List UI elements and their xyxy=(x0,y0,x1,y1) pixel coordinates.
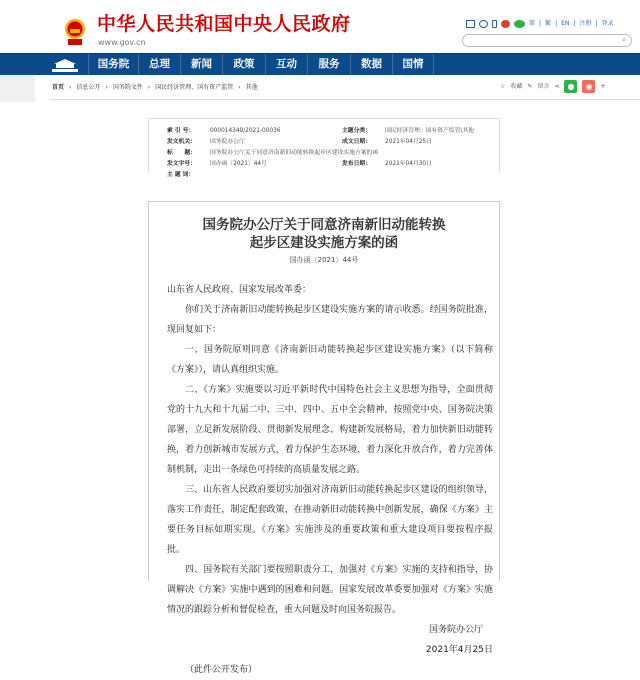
link-english[interactable]: EN xyxy=(561,20,570,27)
article-docno: 国办函〔2021〕44号 xyxy=(289,256,359,264)
article xyxy=(148,201,500,675)
breadcrumb: 首页 › 信息公开 › 国务院文件 › 国民经济管理、国有资产监管 › 其他 xyxy=(52,84,258,91)
link-login[interactable]: 登录 xyxy=(601,20,614,27)
nav-interaction[interactable]: 互动 xyxy=(265,54,307,75)
national-emblem-logo xyxy=(64,17,86,47)
issuer-label: 发文机关： xyxy=(167,139,196,145)
nav-premier[interactable]: 总理 xyxy=(138,54,180,75)
comment-button[interactable]: 留言 xyxy=(537,83,550,90)
breadcrumb-item[interactable]: 其他 xyxy=(245,84,258,91)
title-label: 标 题： xyxy=(167,150,196,156)
divider xyxy=(50,99,640,100)
index-value: 000014349/2021-00036 xyxy=(210,128,281,134)
breadcrumb-home[interactable]: 首页 xyxy=(52,84,65,91)
category-value: 国民经济管理、国有资产监管\其他 xyxy=(385,128,474,134)
nav-national-info[interactable]: 国情 xyxy=(392,54,434,75)
weibo-share-icon[interactable]: ◉ xyxy=(582,80,595,93)
link-register[interactable]: 注册 xyxy=(579,20,592,27)
paragraph: 一、国务院原则同意《济南新旧动能转换起步区建设实施方案》（以下简称《方案》），请认真组织实施。 xyxy=(167,345,493,375)
favorite-button[interactable]: 收藏 xyxy=(510,83,523,90)
link-simplified[interactable]: 简 xyxy=(529,20,536,27)
wechat-share-icon[interactable]: ● xyxy=(564,80,577,93)
search-input[interactable] xyxy=(462,34,632,47)
breadcrumb-item[interactable]: 信息公开 xyxy=(76,84,101,91)
subject-label: 主 题 词： xyxy=(167,172,195,178)
article-title xyxy=(149,216,499,252)
rss-icon[interactable] xyxy=(479,20,488,28)
site-url: www.gov.cn xyxy=(98,38,146,47)
published-label: 发布日期： xyxy=(342,161,371,167)
paragraph: 四、国务院有关部门要按照职责分工，加强对《方案》实施的支持和指导，协调解决《方案》实施中遇到的困难和问题。国家发展改革委要加强对《方案》实施情况的跟踪分析和督促检查，重大问题及时向国务院报告。 xyxy=(167,565,493,615)
nav-data[interactable]: 数据 xyxy=(350,54,392,75)
category-label: 主题分类： xyxy=(342,128,371,134)
mail-icon[interactable] xyxy=(466,20,475,28)
nav-policy[interactable]: 政策 xyxy=(222,54,265,75)
title-line: 起步区建设实施方案的函 xyxy=(249,235,399,251)
published-value: 2021年04月30日 xyxy=(385,161,432,167)
nav-services[interactable]: 服务 xyxy=(307,54,350,75)
docno-label: 发文字号： xyxy=(167,161,196,167)
written-date-value: 2021年04月25日 xyxy=(385,139,432,145)
issuer-value: 国务院办公厅 xyxy=(210,139,245,145)
written-date-label: 成文日期： xyxy=(342,139,371,145)
publication-note: （此件公开发布） xyxy=(185,665,258,675)
star-icon[interactable]: ☆ xyxy=(500,83,506,90)
nav-news[interactable]: 新闻 xyxy=(180,54,222,75)
tiananmen-home-icon[interactable] xyxy=(50,57,80,73)
docno-value: 国办函〔2021〕44号 xyxy=(210,161,267,167)
paragraph: 你们关于济南新旧动能转换起步区建设实施方案的请示收悉。经国务院批准，现回复如下： xyxy=(167,305,493,335)
paragraph: 二、《方案》实施要以习近平新时代中国特色社会主义思想为指导，全面贯彻党的十九大和十九届二中、三中、四中、五中全会精神，按照党中央、国务院决策部署，立足新发展阶段、贯彻新发展理念、构建新发展格局，着力加快新旧动能转换，着力创新城市发展方式，着力保护生态环境，着力深化开放合作，着力完善体制机制，走出一条绿色可持续的高质量发展之路。 xyxy=(167,385,493,475)
search-icon[interactable]: ⌕ xyxy=(622,36,626,44)
breadcrumb-item[interactable]: 国民经济管理、国有资产监管 xyxy=(155,84,234,91)
wechat-icon[interactable] xyxy=(514,20,525,28)
mobile-icon[interactable] xyxy=(492,20,497,28)
site-title[interactable]: 中华人民共和国中央人民政府 xyxy=(97,13,351,35)
main-nav xyxy=(0,53,640,75)
nav-state-council[interactable]: 国务院 xyxy=(88,54,138,75)
article-body xyxy=(167,280,493,680)
pencil-icon[interactable]: ✎ xyxy=(527,83,533,90)
breadcrumb-item[interactable]: 国务院文件 xyxy=(112,84,143,91)
weibo-icon[interactable] xyxy=(501,20,510,28)
paragraph: 三、山东省人民政府要切实加强对济南新旧动能转换起步区建设的组织领导，落实工作责任，制定配套政策，在推动新旧动能转换中创新发展，确保《方案》主要任务目标如期实现。《方案》实施涉及的重要政策和重大建设项目要按程序报批。 xyxy=(167,485,493,555)
document-info-box xyxy=(148,118,500,178)
signature-date: 2021年4月25日 xyxy=(425,645,493,655)
share-bar xyxy=(500,80,606,93)
title-line: 国务院办公厅关于同意济南新旧动能转换 xyxy=(202,217,446,233)
top-links: 简 | 繁 | EN | 注册 | 登录 xyxy=(466,19,613,28)
index-label: 索 引 号： xyxy=(167,128,195,134)
signature: 国务院办公厅 xyxy=(428,625,483,635)
more-icon[interactable]: + xyxy=(600,83,606,90)
title-value: 国务院办公厅关于同意济南新旧动能转换起步区建设实施方案的函 xyxy=(210,150,379,156)
share-icon[interactable]: ⋖ xyxy=(554,83,560,90)
salutation: 山东省人民政府、国家发展改革委： xyxy=(167,285,312,295)
link-traditional[interactable]: 繁 xyxy=(545,20,552,27)
left-strip xyxy=(0,75,35,102)
